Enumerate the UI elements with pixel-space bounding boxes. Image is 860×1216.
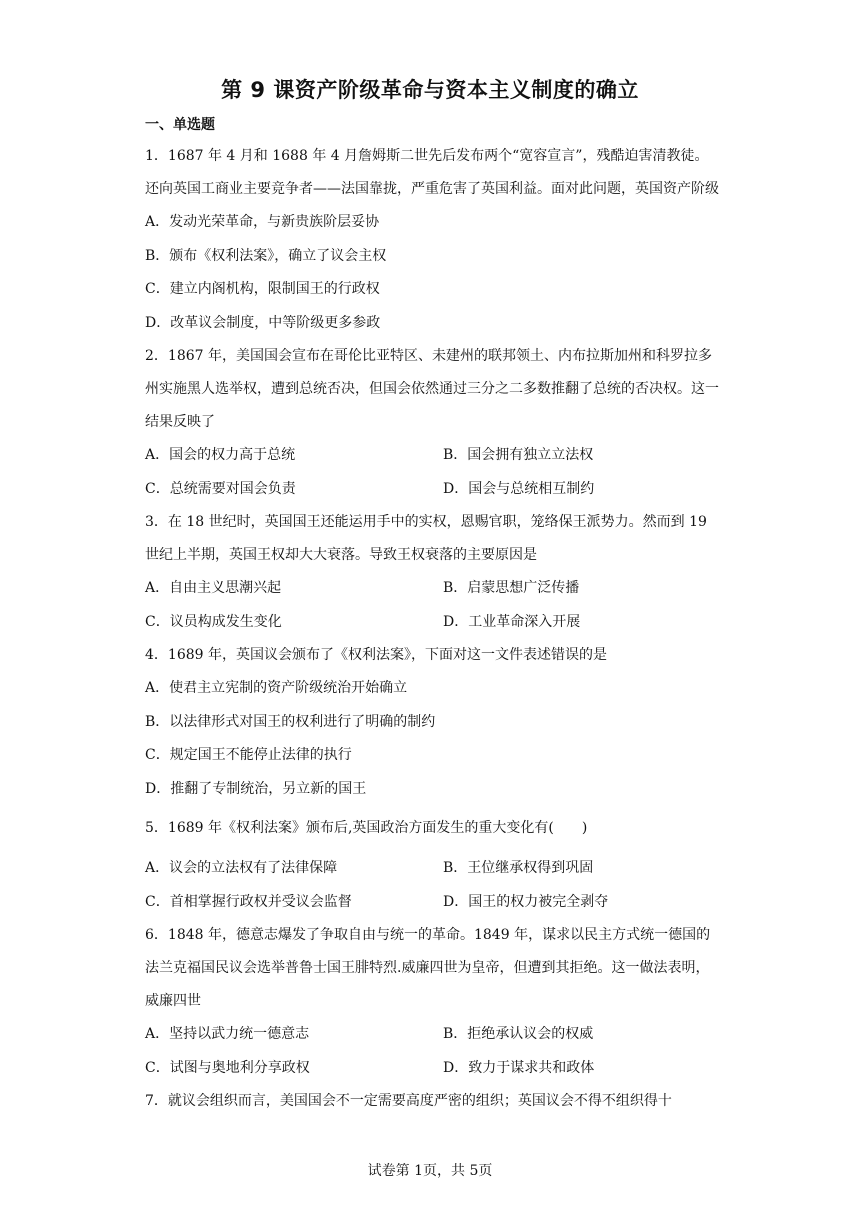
question-list [145, 140, 720, 1118]
question-5 [145, 812, 720, 919]
options [145, 572, 720, 639]
option-c: C．建立内阁机构，限制国王的行政权 [145, 281, 380, 297]
page-footer: 试卷第 1页，共 5页 [367, 1163, 493, 1179]
question-stem: 2．1867 年，美国国会宣布在哥伦比亚特区、未建州的联邦领土、内布拉斯加州和科罗拉多州实施黑人选举权，遭到总统否决，但国会依然通过三分之二多数推翻了总统的否决权。这一结果反映了 [145, 348, 719, 430]
option-d: D．工业革命深入开展 [443, 613, 581, 630]
option-a: A．发动光荣革命，与新贵族阶层妥协 [145, 214, 380, 230]
option-c: C．议员构成发生变化 [145, 613, 282, 630]
option-d: D．国会与总统相互制约 [443, 480, 595, 497]
option-c: C．总统需要对国会负责 [145, 480, 296, 497]
option-a: A．使君主立宪制的资产阶级统治开始确立 [145, 680, 408, 696]
options [145, 1018, 720, 1085]
option-a: A．自由主义思潮兴起 [145, 580, 282, 596]
option-d: D．致力于谋求共和政体 [443, 1059, 595, 1076]
option-a: A．国会的权力高于总统 [145, 447, 296, 463]
question-7 [145, 1085, 720, 1118]
options [145, 439, 720, 506]
option-b: B．颁布《权利法案》，确立了议会主权 [145, 247, 387, 264]
page-title: 第 9 课资产阶级革命与资本主义制度的确立 [221, 78, 639, 102]
option-c: C．规定国王不能停止法律的执行 [145, 747, 352, 763]
options [145, 672, 720, 806]
option-c: C．首相掌握行政权并受议会监督 [145, 894, 352, 910]
option-c: C．试图与奥地利分享政权 [145, 1059, 310, 1076]
question-stem: 6．1848 年，德意志爆发了争取自由与统一的革命。1849 年，谋求以民主方式统一德国的法兰克福国民议会选举普鲁士国王腓特烈.威廉四世为皇帝，但遭到其拒绝。这一做法表明，威廉四世 [145, 927, 711, 1009]
question-3 [145, 506, 720, 639]
options [145, 851, 720, 919]
option-a: A．坚持以武力统一德意志 [145, 1026, 310, 1042]
option-d: D．国王的权力被完全剥夺 [443, 894, 609, 910]
question-stem: 7．就议会组织而言，美国国会不一定需要高度严密的组织；英国议会不得不组织得十 [145, 1093, 672, 1109]
question-2 [145, 340, 720, 506]
option-b: B．启蒙思想广泛传播 [443, 580, 580, 596]
question-stem: 1．1687 年 4 月和 1688 年 4 月詹姆斯二世先后发布两个“宽容宣言”，残酷迫害清教徒。还向英国工商业主要竞争者——法国靠拢，严重危害了英国利益。面对此问题，英国资产阶级 [145, 148, 719, 197]
option-b: B．拒绝承认议会的权威 [443, 1026, 594, 1042]
section-heading: 一、单选题 [145, 117, 215, 133]
question-stem: 3．在 18 世纪时，英国国王还能运用手中的实权，恩赐官职，笼络保王派势力。然而到 19 世纪上半期，英国王权却大大衰落。导致王权衰落的主要原因是 [145, 514, 707, 563]
question-4 [145, 639, 720, 806]
options [145, 206, 720, 340]
question-6 [145, 919, 720, 1085]
question-stem: 5．1689 年《权利法案》颁布后,英国政治方面发生的重大变化有( ) [145, 820, 588, 836]
option-a: A．议会的立法权有了法律保障 [145, 860, 338, 876]
question-1 [145, 140, 720, 340]
question-stem: 4．1689 年，英国议会颁布了《权利法案》，下面对这一文件表述错误的是 [145, 647, 607, 663]
option-d: D．改革议会制度，中等阶级更多参政 [145, 314, 381, 331]
option-b: B．国会拥有独立立法权 [443, 447, 594, 463]
option-b: B．王位继承权得到巩固 [443, 860, 594, 876]
option-d: D．推翻了专制统治，另立新的国王 [145, 780, 367, 797]
option-b: B．以法律形式对国王的权利进行了明确的制约 [145, 713, 436, 730]
